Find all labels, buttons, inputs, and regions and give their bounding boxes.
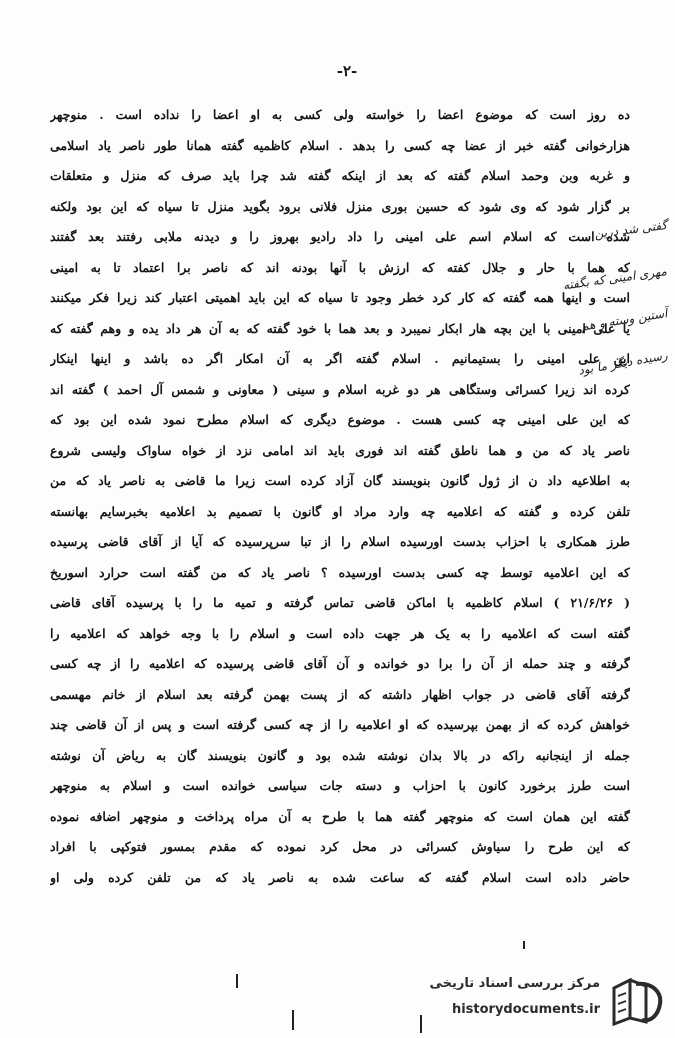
document-line: بر گزار شود که وی شود که حسین بوری منزل فلانی برود بگوید منزل تا سیاه که این بود ولکنه xyxy=(50,198,630,214)
watermark-title: مرکز بررسی اسناد تاریخی xyxy=(429,976,600,991)
document-line: یا علی امینی با این بچه هار ابکار نمیبرد و بعد هما با خود گفته که به آن هر داد یده و وهم گفته که xyxy=(50,320,630,336)
handwritten-margin-note xyxy=(470,208,675,378)
document-line: کرده اند زیرا کسرائی وستگاهی هر دو غربه اسلام و سینی ( معاونی و شمس آل احمد ) گفته اند xyxy=(50,381,630,397)
document-line: گفته است که اعلامیه را به یک هر جهت داده است و اسلام را با وجه خواهد که اعلامیه را xyxy=(50,625,630,641)
document-line: هزارخوانی گفته خبر از عضا چه کسی را بدهد . اسلام کاظمیه گفته همانا طور ناصر یاد اسلامی xyxy=(50,137,630,153)
document-line: گفته این همان است که منوچهر گفته هما با طرح به آن مراه پرداخت و منوچهر اضافه نموده xyxy=(50,808,630,824)
document-line: ناصر یاد که من و هما ناطق گفته اند فوری باید اند امامی نزد از خواه ساواک ولیسی شروع xyxy=(50,442,630,458)
archive-logo-icon xyxy=(606,974,664,1026)
document-line: گرفته و چند حمله از آن را برا دو خوانده و آن آقای قاضی پرسیده که اعلامیه را از چه کسی xyxy=(50,656,630,671)
margin-note-line: رسیده دیگر ما بود xyxy=(576,348,669,378)
ink-mark xyxy=(523,941,525,949)
document-line: حاضر داده است اسلام گفته که ساعت شده به ناصر یاد که من تلفن کرده ولی او xyxy=(50,869,630,885)
margin-note-line: مهری امینی که بگفته xyxy=(562,264,668,293)
document-line: ده روز است که موضوع اعضا را خواسته ولی کسی به او اعضا را نداده است . منوچهر xyxy=(50,107,630,122)
margin-note-line: گفتی شد درین xyxy=(593,218,668,241)
archive-watermark xyxy=(392,968,672,1030)
ink-mark xyxy=(236,974,238,988)
ink-mark xyxy=(292,1010,294,1030)
page-number: -۲- xyxy=(336,62,358,80)
document-line: ( ۲۱/۶/۲۶ ) اسلام کاظمیه با اماکن قاضی تماس گرفته و تمیه ما را با پرسیده آقای قاضی xyxy=(50,595,630,610)
document-line: است و اینها همه گفته که کار کرد خطر وجود تا سیاه که این باید اهمیتی اعتبار کند زیرا فکر میکنند xyxy=(50,290,630,305)
document-line: است طرز برخورد کانون با احزاب و دسته جات سیاسی خوانده است و اسلام به منوچهر xyxy=(50,778,630,793)
document-line: خواهش کرده که از بهمن بپرسیده که او اعلامیه را از چه کسی گرفته است و پس از آن قاضی چند xyxy=(50,717,630,732)
document-line: تلفن کرده و گفته که اعلامیه چه وارد مراد او گانون با تصمیم بد اعلامیه بخبرسایم بهانسته xyxy=(50,503,630,519)
document-line: که هما با حار و جلال کفته که ارزش با آنها بودنه اند که ناصر برا اعتماد تا به امینی xyxy=(50,259,630,275)
document-line: جمله از اینجانبه راکه در بالا بدان نوشته شده بود و گانون بنویسند گان به ریاض آن نوشته xyxy=(50,747,630,763)
document-line: و غربه وبن وحمد اسلام گفته که بعد از اینکه گفته شد چرا باید صرف که منزل و متعلقات xyxy=(50,168,630,183)
document-line: که این علی امینی چه کسی هست . موضوع دیگری که اسلام مطرح نمود شده این بود که xyxy=(50,412,630,427)
document-line: که این اعلامیه توسط چه کسی بدست اورسیده ؟ ناصر یاد که من گفته است حرارد اسوریخ xyxy=(50,564,630,580)
document-line: این علی امینی را بستیمانیم . اسلام گفته اگر به آن امکار اگر ده باشد و اینها اینکار xyxy=(50,351,630,366)
document-line: گرفته آقای قاضی در جواب اظهار داشته که از پست بهمن گرفته بعد اسلام از خانم مهسمی xyxy=(50,686,630,702)
watermark-url: historydocuments.ir xyxy=(451,1002,600,1017)
document-line: طرز همکاری با احزاب بدست اورسیده اسلام را از تبا سرپرسیده که آیا از آقای قاضی پرسیده xyxy=(50,534,630,549)
margin-note-line: آستین وسته و هم xyxy=(579,306,669,334)
document-line: شده است که اسلام اسم علی امینی را داد رادیو بهروز را و دیدنه ملابی رفتند بعد گفتند xyxy=(50,229,630,244)
document-line: به اطلاعیه داد ن از ژول گانون بنویسند گان آزاد کرده است زیرا ما قاضی به ناصر یاد که من xyxy=(50,473,630,488)
document-line: که این طرح را سیاوش کسرائی در محل کرد نموده که مقدم بمسور فتوکپی با افراد xyxy=(50,839,630,854)
